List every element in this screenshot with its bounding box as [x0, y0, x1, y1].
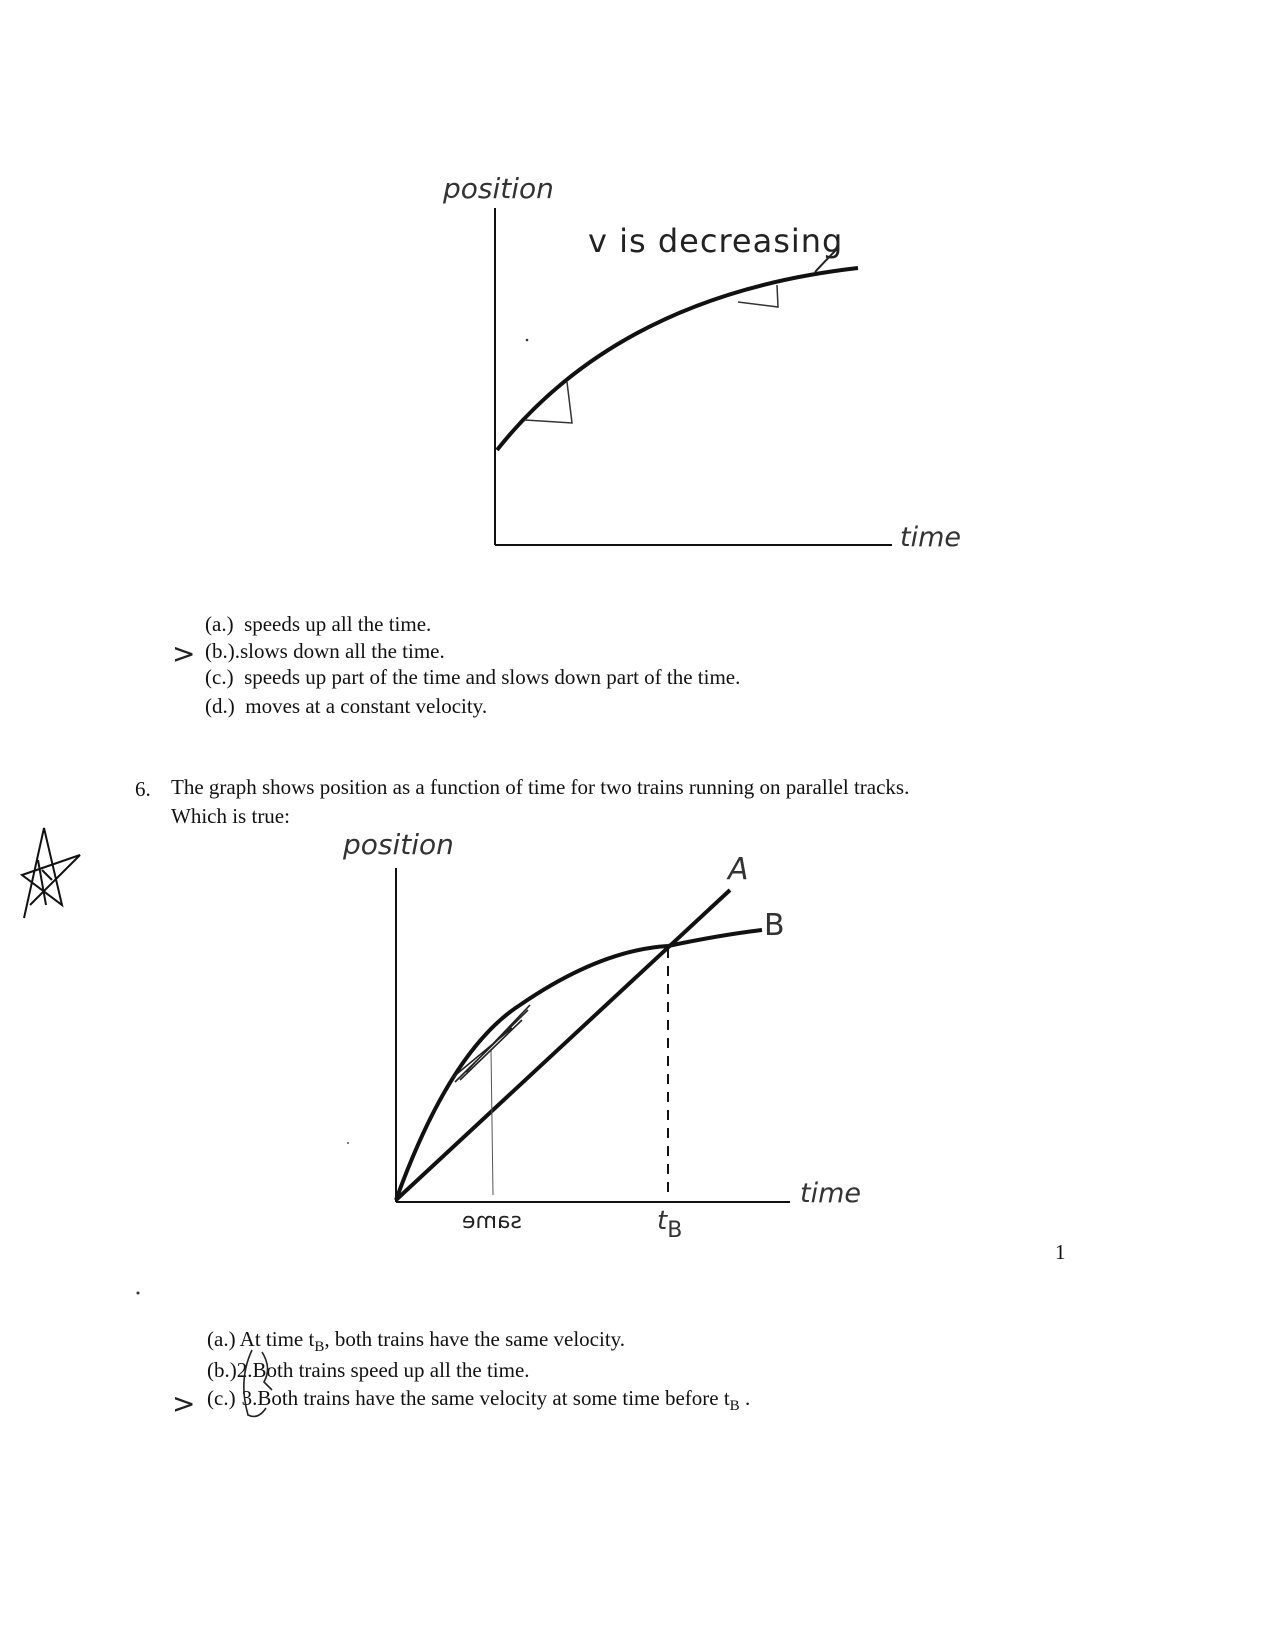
q5-option-b-key: (b.) — [205, 639, 235, 663]
q5-option-c-text: speeds up part of the time and slows down part of the time. — [244, 665, 741, 689]
graph2-ylabel: position — [343, 828, 454, 861]
q6-text-line2: Which is true: — [171, 804, 290, 828]
q5-option-b-text: .slows down all the time. — [234, 639, 445, 663]
graph2-xlabel: time — [800, 1178, 862, 1209]
q6-option-a-sub: B — [314, 1339, 325, 1356]
q5-option-c-key: (c.) — [205, 665, 234, 689]
graph1-ylabel: position — [443, 172, 554, 205]
page-number: 1 — [1055, 1240, 1066, 1264]
graph2-hand-note: same — [462, 1209, 522, 1234]
q5-option-a-text: speeds up all the time. — [244, 612, 432, 636]
graph2-tick-t: t — [657, 1206, 668, 1236]
graph1-annotation: v is decreasing — [588, 222, 844, 260]
q5-option-d-key: (d.) — [205, 694, 235, 718]
q5-answer-marker: > — [172, 637, 196, 670]
q6-option-b-text: Both trains speed up all the time. — [252, 1358, 530, 1382]
q6-option-a-prefix: (a.) At time t — [207, 1327, 315, 1351]
q6-text-line1: The graph shows position as a function of time for two trains running on parallel tracks. — [171, 775, 910, 799]
graph2-line-b-label: B — [764, 908, 785, 943]
graph1-xlabel: time — [900, 522, 962, 553]
q6-option-a-rest: , both trains have the same velocity. — [324, 1327, 626, 1351]
q6-answer-marker: > — [172, 1387, 196, 1420]
q5-option-d-text: moves at a constant velocity. — [245, 694, 488, 718]
q5-option-a-key: (a.) — [205, 612, 234, 636]
q6-option-c-end: . — [739, 1386, 751, 1410]
q6-option-c-prefix: (c.) — [207, 1386, 236, 1410]
q6-number: 6. — [135, 777, 151, 801]
q6-option-b-prefix: (b.) — [207, 1358, 237, 1382]
q6-option-c-text: Both trains have the same velocity at some time before t — [257, 1386, 730, 1410]
graph2-tick-sub: B — [667, 1218, 683, 1243]
q6-option-c-sub: B — [729, 1398, 740, 1415]
q6-option-c-num: 3. — [241, 1386, 258, 1410]
graph2-line-a-label: A — [728, 852, 749, 887]
q6-option-b-num: 2. — [236, 1358, 253, 1382]
